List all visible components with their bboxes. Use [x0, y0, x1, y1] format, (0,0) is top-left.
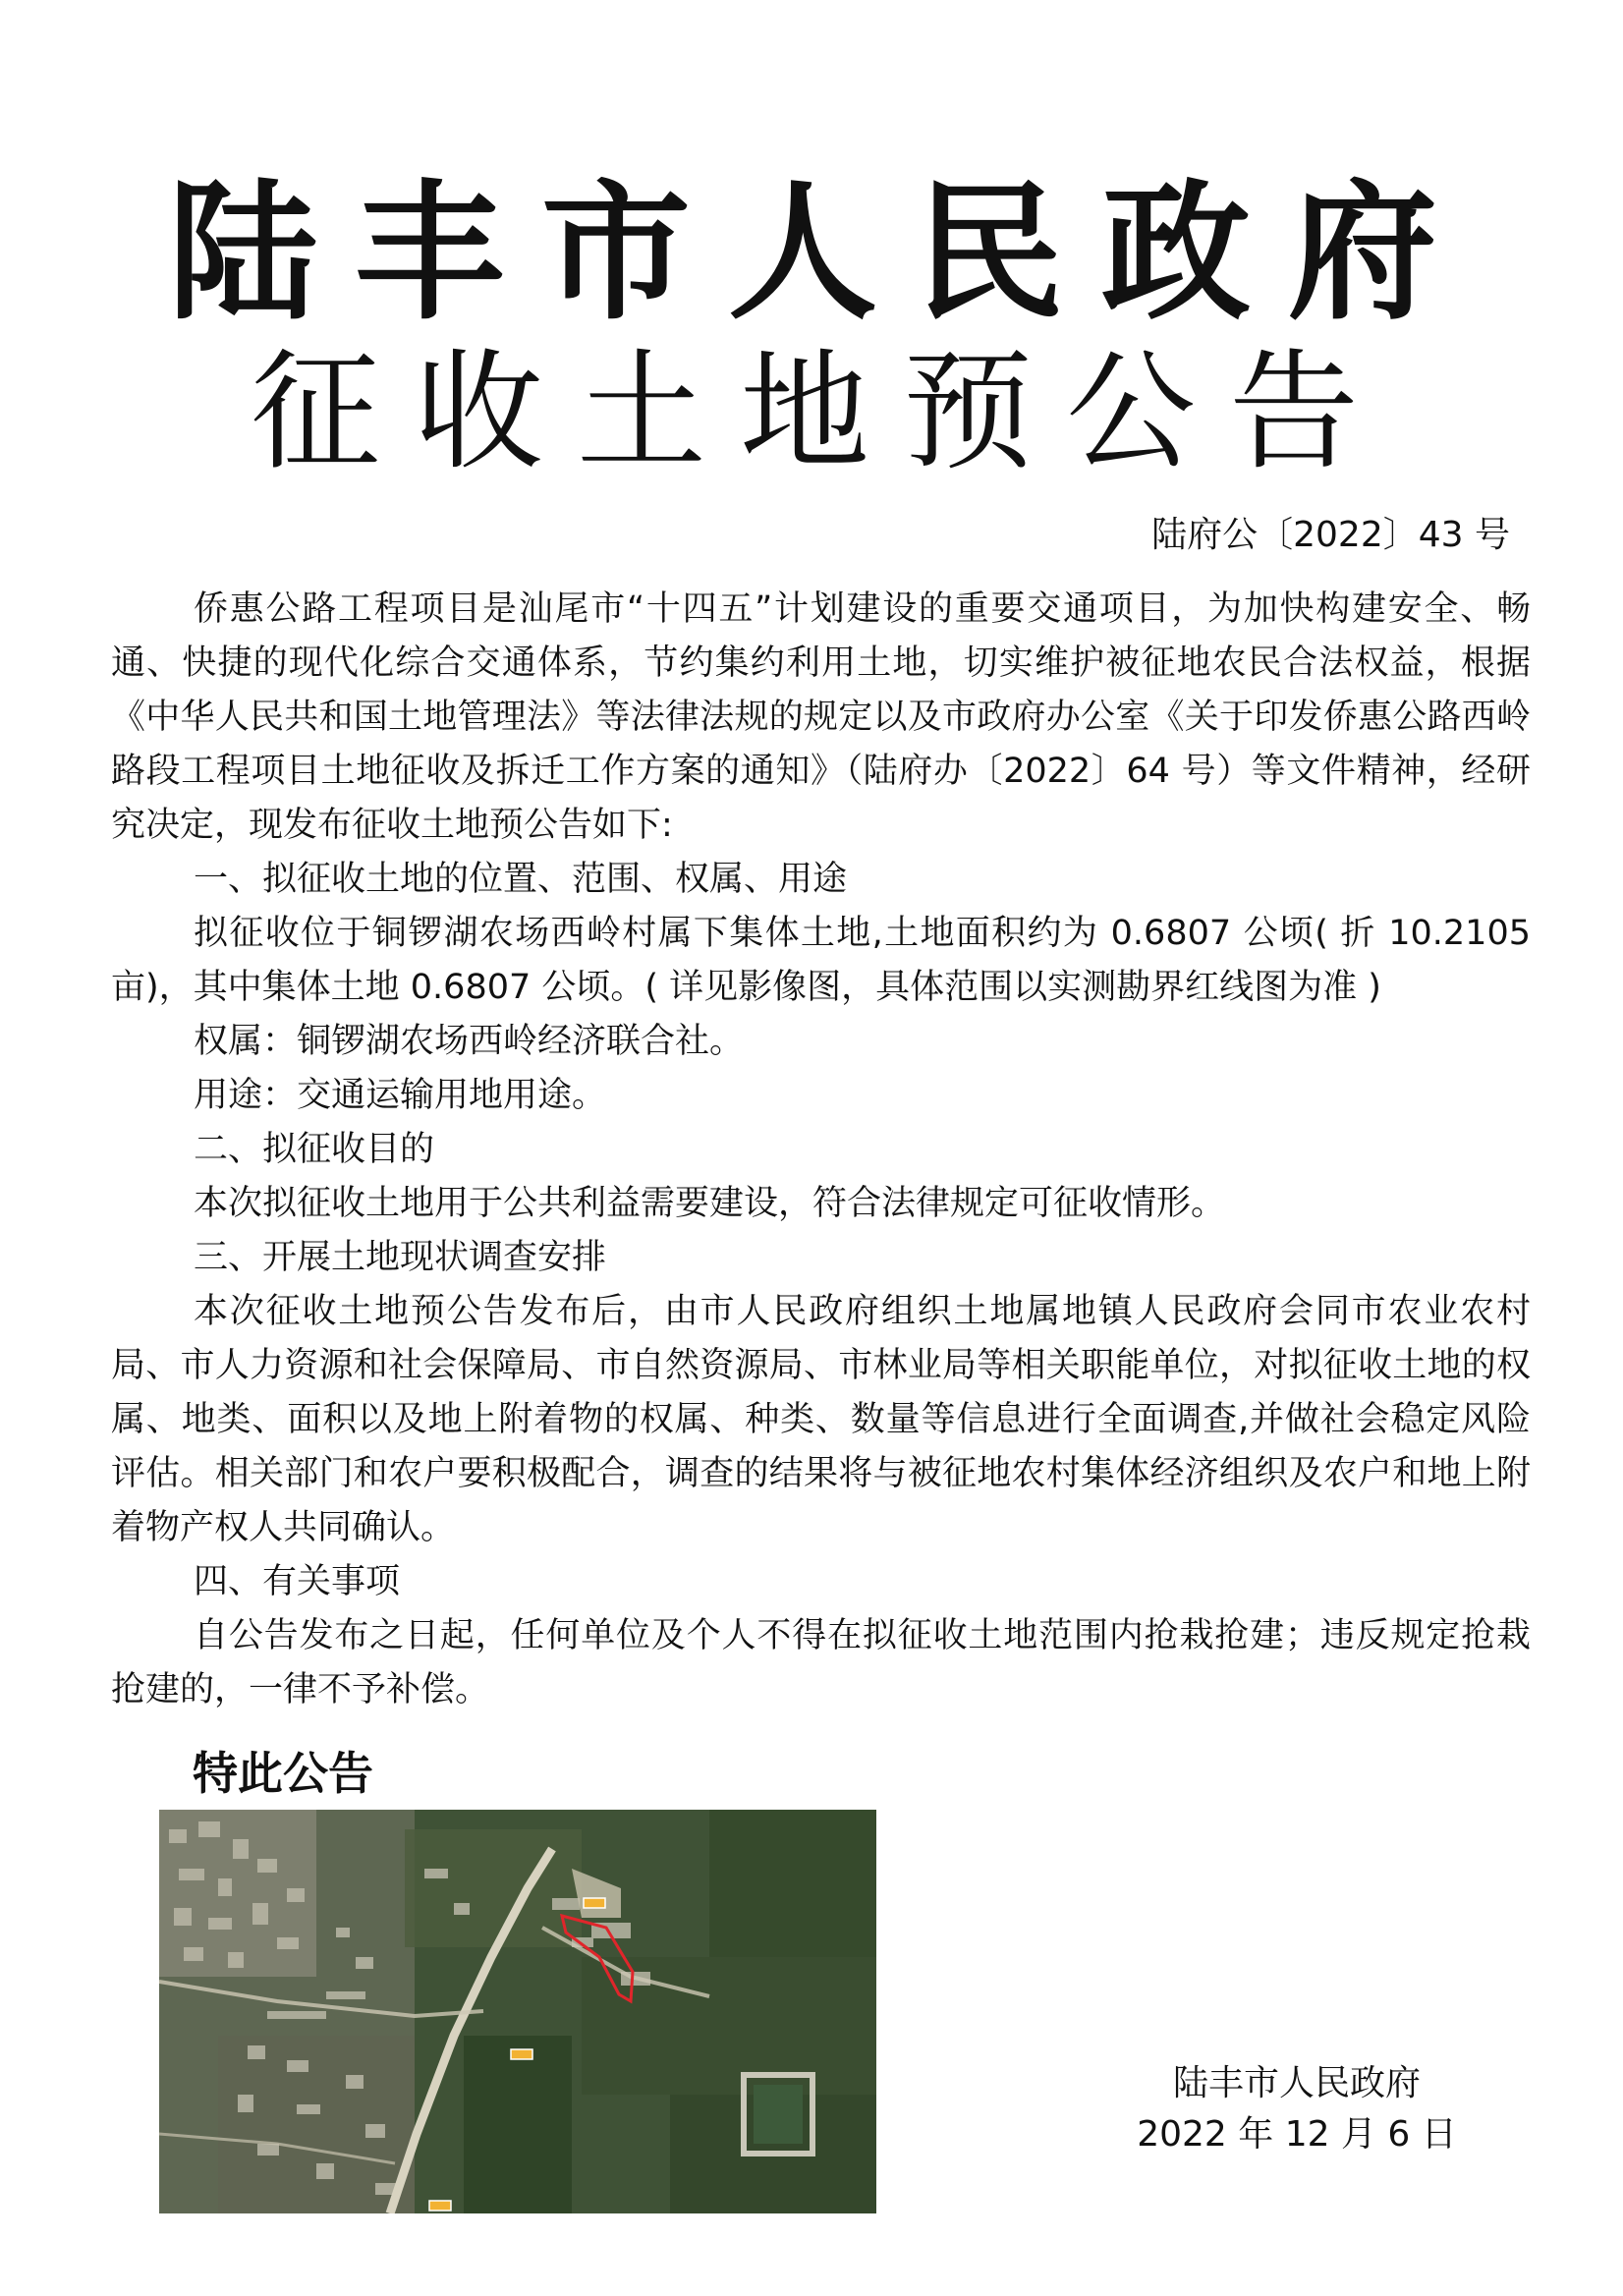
title-line-1: 陆丰市人民政府	[168, 164, 1475, 340]
signature-block	[1120, 2058, 1474, 2160]
section-4-heading: 四、有关事项	[194, 1562, 401, 1601]
section-1-ownership: 权属：铜锣湖农场西岭经济联合社。	[194, 1022, 745, 1061]
title-line-2: 征收土地预公告	[251, 337, 1392, 488]
intro-paragraph: 侨惠公路工程项目是汕尾市“十四五”计划建设的重要交通项目，为加快构建安全、畅通、快捷的现代化综合交通体系，节约集约利用土地，切实维护被征地农民合法权益，根据《中华人民共和国土地管理法》等法律法规的规定以及市政府办公室《关于印发侨惠公路西岭路段工程项目土地征收及拆迁工作方案的通知》（陆府办〔2022〕64 号）等文件精神，经研究决定，现发布征收土地预公告如下:	[111, 589, 1531, 845]
issuing-authority: 陆丰市人民政府	[1172, 2063, 1421, 2103]
section-1-use: 用途：交通运输用地用途。	[194, 1076, 607, 1115]
notice-body	[111, 583, 1531, 1717]
section-2-paragraph: 本次拟征收土地用于公共利益需要建设，符合法律规定可征收情形。	[194, 1184, 1226, 1223]
section-2-heading: 二、拟征收目的	[194, 1130, 435, 1169]
closing-statement: 特此公告	[193, 1747, 373, 1800]
issue-date: 2022 年 12 月 6 日	[1137, 2114, 1457, 2155]
section-3-heading: 三、开展土地现状调查安排	[194, 1238, 607, 1277]
document-number: 陆府公〔2022〕43 号	[1151, 515, 1510, 555]
section-1-paragraph: 拟征收位于铜锣湖农场西岭村属下集体土地,土地面积约为 0.6807 公顷( 折 10.2105 亩)，其中集体土地 0.6807 公顷。( 详见影像图，具体范围以实测勘界红线图为准 )	[111, 914, 1531, 1007]
satellite-map-image	[159, 1810, 876, 2213]
section-1-heading: 一、拟征收土地的位置、范围、权属、用途	[194, 860, 848, 899]
satellite-map-graphic	[159, 1810, 876, 2213]
section-4-paragraph: 自公告发布之日起，任何单位及个人不得在拟征收土地范围内抢栽抢建；违反规定抢栽抢建的，一律不予补偿。	[111, 1616, 1531, 1709]
section-3-paragraph: 本次征收土地预公告发布后，由市人民政府组织土地属地镇人民政府会同市农业农村局、市人力资源和社会保障局、市自然资源局、市林业局等相关职能单位，对拟征收土地的权属、地类、面积以及地上附着物的权属、种类、数量等信息进行全面调查,并做社会稳定风险评估。相关部门和农户要积极配合，调查的结果将与被征地农村集体经济组织及农户和地上附着物产权人共同确认。	[111, 1292, 1531, 1547]
